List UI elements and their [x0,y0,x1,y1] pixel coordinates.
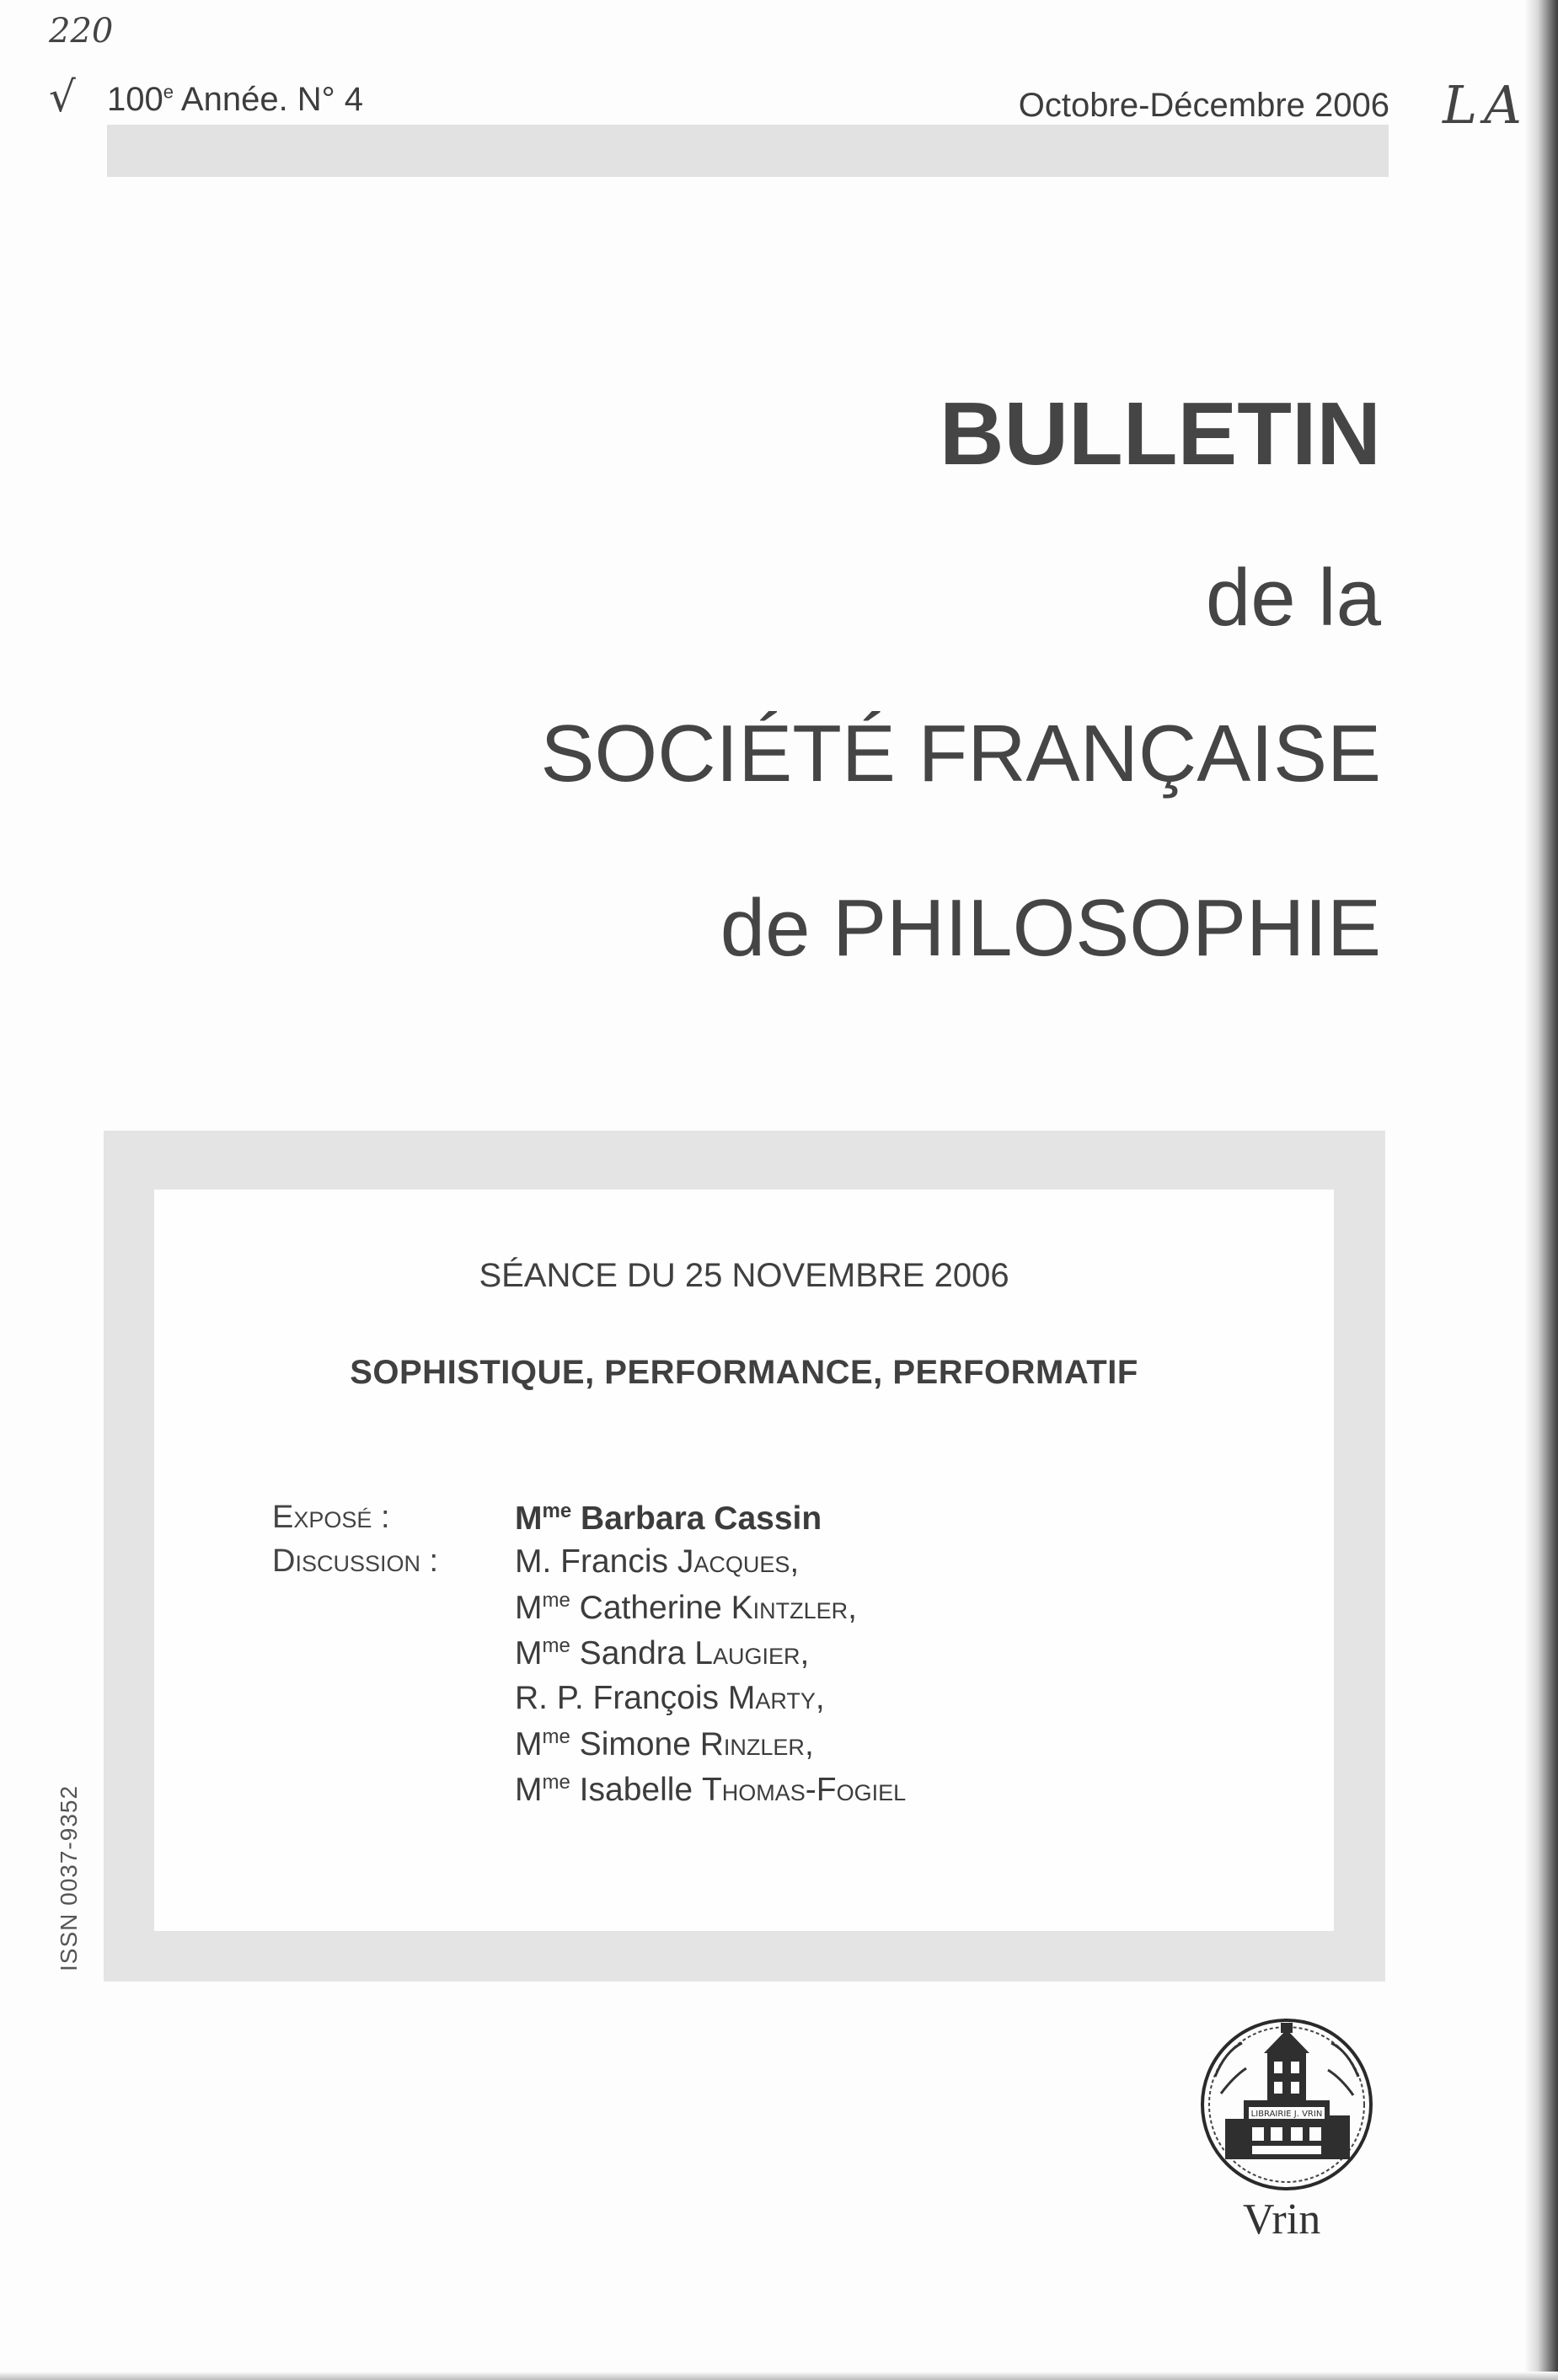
session-subject: SOPHISTIQUE, PERFORMANCE, PERFORMATIF [350,1354,1138,1391]
title-de-philosophie: de PHILOSOPHIE [720,883,1381,973]
expose-label: Exposé : [272,1500,390,1535]
title-bulletin: BULLETIN [939,384,1381,484]
issue-rest: Année. N° 4 [174,81,364,118]
title-de-la: de la [1205,553,1381,643]
participant-1: M. Francis Jacques, [515,1543,800,1580]
participant-4: R. P. François Marty, [515,1680,825,1716]
participant-3: $M^{me}$ Sandra Laugier, [515,1634,810,1671]
participant-6: $M^{me}$ Isabelle Thomas-Fogiel [515,1771,907,1808]
issue-number [107,81,363,119]
handwritten-number: 220 [49,12,114,51]
participant-5: $M^{me}$ Simone Rinzler, [515,1725,814,1762]
handwritten-check-mark: √ [49,72,76,121]
header-band [107,125,1389,177]
page-right-shadow [1524,0,1558,2380]
handwritten-initials: LA [1443,74,1529,136]
session-heading: SÉANCE DU 25 NOVEMBRE 2006 [479,1257,1009,1294]
issue-ordinal: e [163,81,174,103]
page-bottom-shadow [0,2372,1558,2380]
issue-year: 100 [107,81,163,118]
session-frame [104,1131,1385,1982]
issue-date: Octobre-Décembre 2006 [1018,87,1389,124]
title-societe-francaise: SOCIÉTÉ FRANÇAISE [540,709,1381,799]
session-panel [154,1190,1334,1931]
logo-caption: LIBRAIRIE J. VRIN [1250,2110,1323,2119]
participant-0: $M^{me}$ Barbara Cassin [515,1500,822,1537]
publisher-logo [1200,2018,1373,2191]
issn-number: ISSN 0037-9352 [56,1784,82,1971]
publisher-name: Vrin [1243,2195,1321,2244]
participant-2: $M^{me}$ Catherine Kintzler, [515,1589,857,1626]
discussion-label: Discussion : [272,1543,439,1579]
